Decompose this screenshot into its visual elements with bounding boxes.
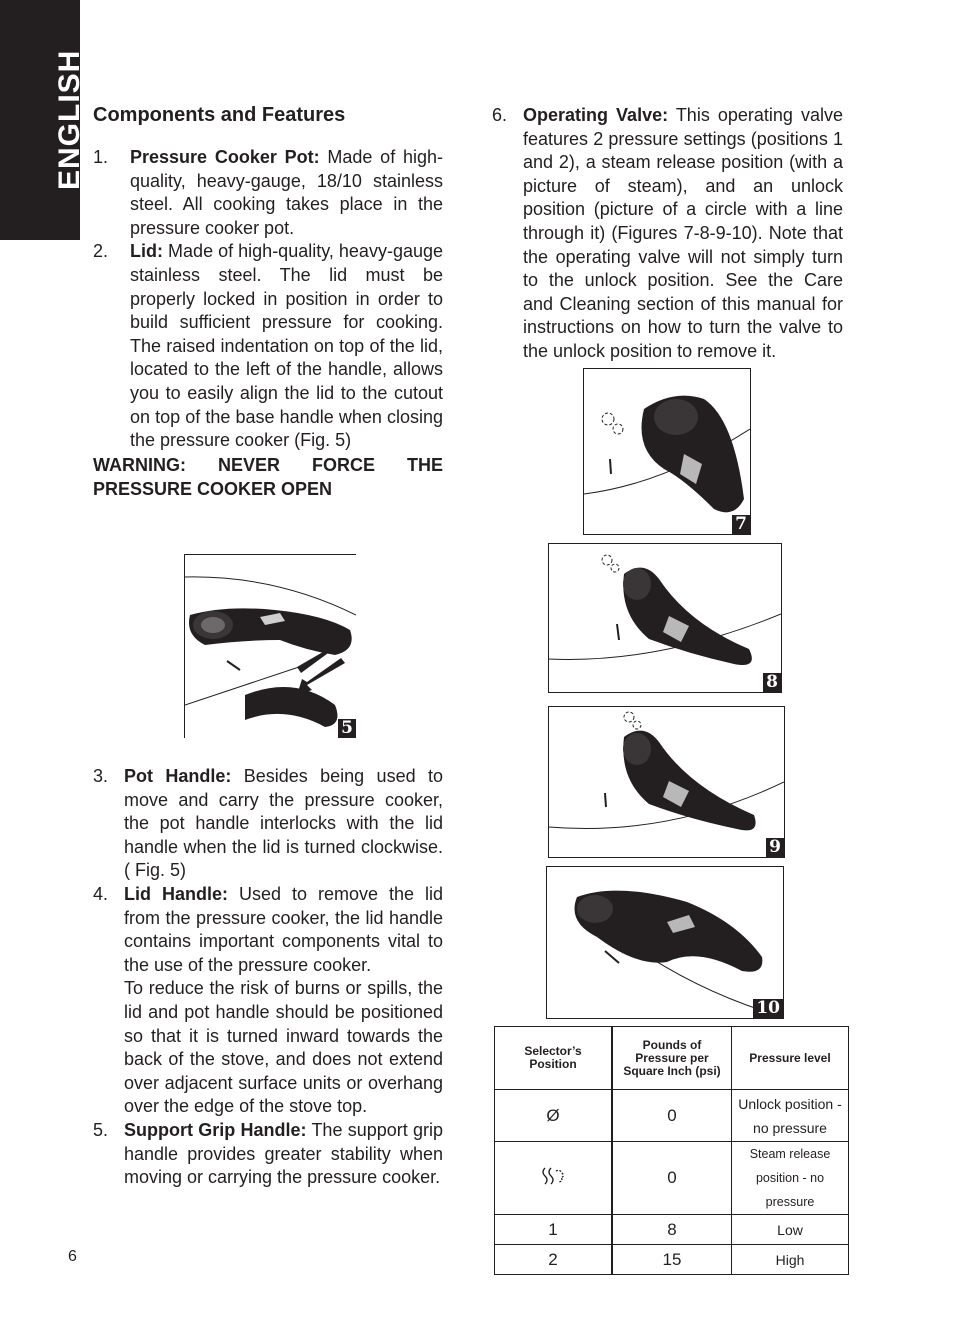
item-text: Besides being used to move and carry the pressure cooker, the pot handle interlocks with the lid handle when the lid is turned clockwise. ( Fig. 5) [124, 766, 443, 881]
left-column-continued [93, 765, 443, 1190]
language-tab-label: ENGLISH [53, 49, 86, 190]
figure-7 [583, 368, 751, 535]
item-text: This operating valve features 2 pressure settings (positions 1 and 2), a steam release position (with a picture of steam), and an unlock position (picture of a circle with a line through it) (Figures 7-8-9-10). Note that the operating valve will not simply turn to the unlock position. See the Care and Cleaning section of this manual for instructions on how to turn the valve to the unlock position to remove it. [523, 105, 843, 361]
pressure-table [494, 1026, 849, 1275]
left-column [93, 104, 443, 501]
item-number: 2. [93, 241, 109, 262]
table-row [495, 1215, 849, 1245]
item-number: 4. [93, 883, 109, 904]
pressure-level: Unlock position - no pressure [732, 1090, 849, 1142]
table-row [495, 1245, 849, 1275]
valve-position-2-illustration [547, 867, 783, 1018]
psi-value: 8 [612, 1215, 732, 1245]
page-number: 6 [68, 1248, 77, 1265]
list-item [492, 104, 843, 364]
item-continuation: To reduce the risk of burns or spills, the lid and pot handle should be positioned so that it is turned inward towards the back of the stove, and does not extend over adjacent surface units or overhang over the edge of the stove top. [124, 978, 443, 1117]
pressure-level: Low [732, 1215, 849, 1245]
item-title: Pot Handle: [124, 766, 232, 786]
item-number: 6. [492, 105, 508, 125]
column-header: Pounds of Pressure per Square Inch (psi) [612, 1027, 732, 1090]
valve-position-1-illustration [549, 707, 784, 857]
figure-5 [184, 554, 356, 738]
figure-number: 10 [753, 999, 783, 1018]
list-item [93, 765, 443, 883]
steam-icon [540, 1165, 566, 1187]
language-tab [0, 0, 86, 240]
item-title: Lid: [130, 241, 163, 262]
item-text: Used to remove the lid from the pressure cooker, the lid handle contains important components vital to the use of the pressure cooker. [124, 883, 443, 975]
item-number: 5. [93, 1119, 109, 1140]
selector-position: 1 [495, 1215, 613, 1245]
list-item [93, 146, 443, 240]
psi-value: 0 [612, 1142, 732, 1215]
selector-position: 2 [495, 1245, 613, 1275]
right-column [492, 104, 843, 364]
item-title: Lid Handle: [124, 883, 228, 904]
item-text: The support grip handle provides greater stability when moving or carrying the pressure cooker. [124, 1119, 444, 1188]
item-title: Pressure Cooker Pot: [130, 147, 320, 167]
selector-position: Ø [495, 1090, 613, 1142]
figure-number: 7 [732, 515, 750, 534]
table-row [495, 1090, 849, 1142]
psi-value: 15 [612, 1245, 732, 1275]
figure-number: 8 [763, 673, 781, 692]
figure-9 [548, 706, 785, 858]
list-item [93, 1119, 443, 1190]
column-header: Selector’s Position [495, 1027, 613, 1090]
item-number: 3. [93, 766, 109, 786]
item-title: Operating Valve: [523, 105, 669, 125]
selector-position [495, 1142, 613, 1215]
pressure-level: Steam release position - no pressure [732, 1142, 849, 1215]
valve-unlock-illustration [584, 369, 750, 534]
psi-value: 0 [612, 1090, 732, 1142]
item-text: Made of high-quality, heavy-gauge stainless steel. The lid must be properly locked in position in order to build sufficient pressure for cooking. The raised indentation on top of the lid, located to the left of the handle, allows you to easily align the lid to the cutout on top of the base handle when closing the pressure cooker (Fig. 5) [130, 241, 443, 451]
column-header: Pressure level [732, 1027, 849, 1090]
figure-8 [548, 543, 782, 693]
valve-steam-illustration [549, 544, 781, 692]
table-header-row [495, 1027, 849, 1090]
table-row [495, 1142, 849, 1215]
section-heading: Components and Features [93, 104, 346, 126]
item-text: Made of high-quality, heavy-gauge, 18/10 stainless steel. All cooking takes place in the pressure cooker pot. [130, 147, 443, 238]
item-number: 1. [93, 147, 109, 167]
lid-handle-illustration [185, 555, 356, 738]
pressure-level: High [732, 1245, 849, 1275]
figure-number: 5 [338, 719, 356, 738]
list-item [93, 240, 443, 452]
item-title: Support Grip Handle: [124, 1119, 307, 1140]
figure-number: 9 [766, 838, 784, 857]
figure-10 [546, 866, 784, 1019]
list-item [93, 883, 443, 1119]
warning-text: WARNING: NEVER FORCE THE PRESSURE COOKER OPEN [93, 454, 443, 499]
